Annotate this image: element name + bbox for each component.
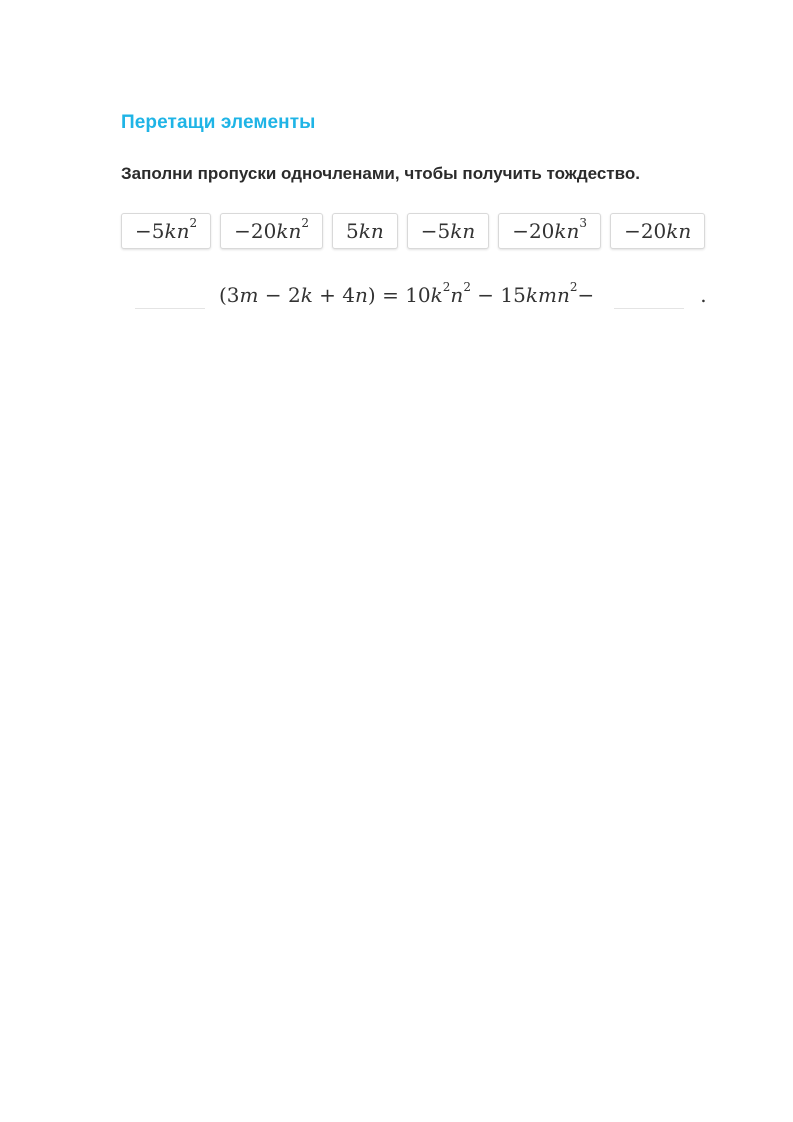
eq-exp: 2 <box>442 280 451 295</box>
chip-vars: kn <box>164 219 190 243</box>
eq-part: − <box>577 283 595 307</box>
chip-expression <box>624 219 691 243</box>
drop-slot-1[interactable] <box>135 284 205 309</box>
chip-expression <box>234 216 309 243</box>
eq-var: k <box>430 283 443 307</box>
chip-vars: kn <box>450 219 476 243</box>
equation-period: . <box>700 283 707 307</box>
eq-part: − 15 <box>470 283 526 307</box>
chip-expression <box>135 216 198 243</box>
task-title: Перетащи элементы <box>121 112 316 133</box>
eq-var: n <box>355 283 368 307</box>
chip-coef: −20 <box>234 219 277 243</box>
eq-var: m <box>239 283 259 307</box>
chip-coef: 5 <box>345 219 359 243</box>
chip-coef: −20 <box>624 219 667 243</box>
chip-expression <box>346 219 384 243</box>
chip-coef: −20 <box>512 219 555 243</box>
equation-expression <box>219 280 595 307</box>
eq-exp: 2 <box>569 280 578 295</box>
chip-coef: −5 <box>420 219 451 243</box>
chip-expression <box>512 216 588 243</box>
eq-part: ) = 10 <box>367 283 431 307</box>
monomial-chip[interactable] <box>610 213 705 249</box>
eq-exp: 2 <box>463 280 471 295</box>
task-instruction: Заполни пропуски одночленами, чтобы получить тождество. <box>121 164 640 183</box>
monomial-chip[interactable] <box>220 213 323 249</box>
eq-var: n <box>450 283 464 307</box>
monomial-chip-bank <box>121 213 705 249</box>
eq-part: (3 <box>219 283 240 307</box>
chip-vars: kn <box>666 219 692 243</box>
eq-var: kmn <box>525 283 570 307</box>
chip-exp: 2 <box>189 216 198 231</box>
identity-equation <box>135 278 707 312</box>
monomial-chip[interactable] <box>498 213 601 249</box>
monomial-chip[interactable] <box>332 213 398 249</box>
eq-part: + 4 <box>312 283 356 307</box>
chip-vars: kn <box>276 219 302 243</box>
chip-exp: 3 <box>579 216 588 231</box>
chip-exp: 2 <box>301 216 309 231</box>
drop-slot-2[interactable] <box>614 284 684 309</box>
monomial-chip[interactable] <box>407 213 489 249</box>
eq-part: − 2 <box>258 283 301 307</box>
chip-vars: kn <box>554 219 580 243</box>
monomial-chip[interactable] <box>121 213 211 249</box>
chip-vars: kn <box>358 219 384 243</box>
eq-var: k <box>300 283 313 307</box>
chip-expression <box>421 219 475 243</box>
chip-coef: −5 <box>135 219 165 243</box>
